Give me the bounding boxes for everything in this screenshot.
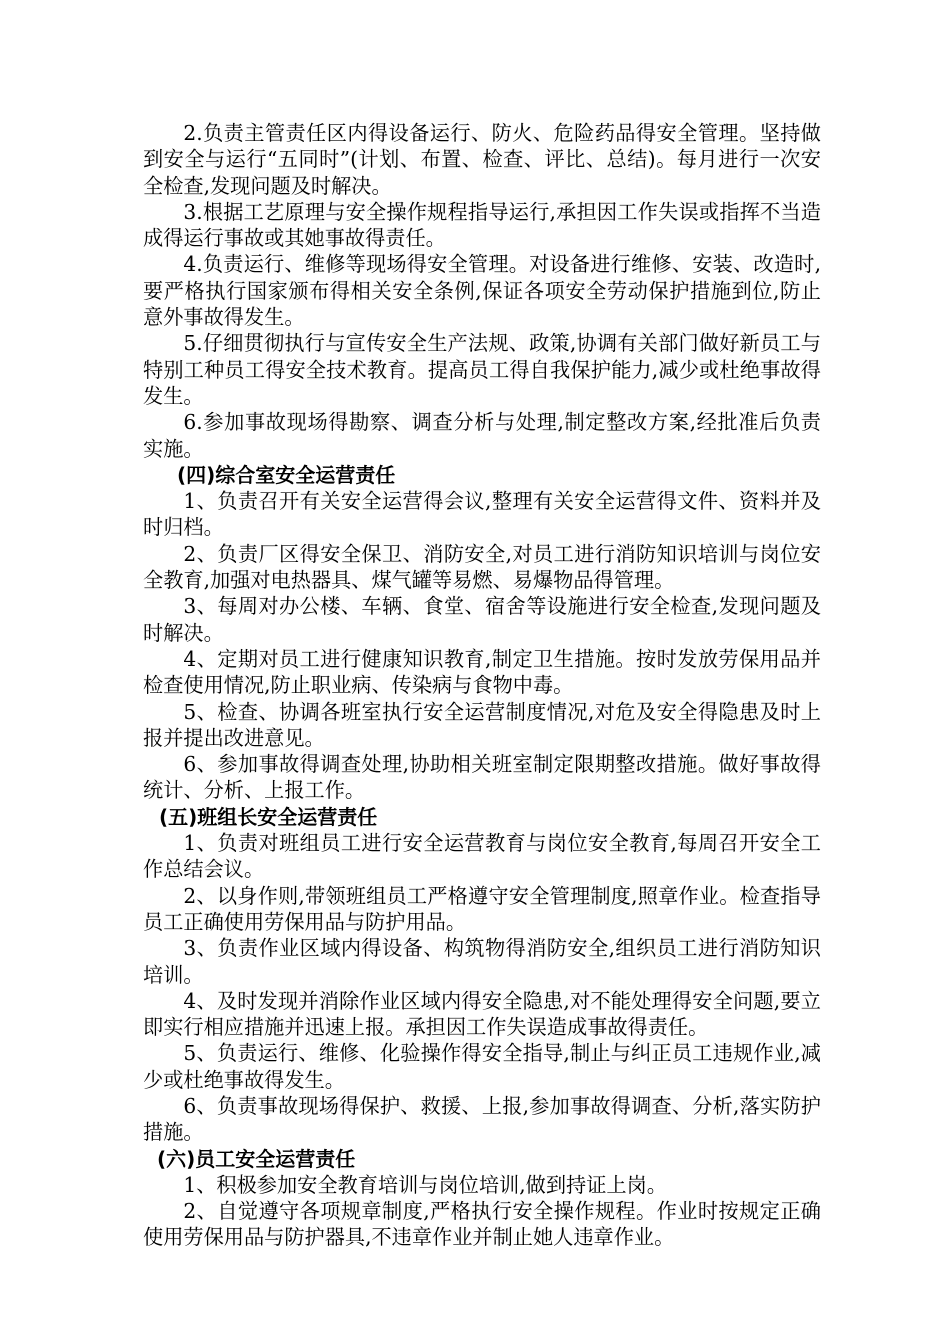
paragraph-5-1: 1、负责对班组员工进行安全运营教育与岗位安全教育,每周召开安全工作总结会议。 — [143, 831, 821, 882]
paragraph-5-3: 3、负责作业区域内得设备、构筑物得消防安全,组织员工进行消防知识培训。 — [143, 936, 821, 987]
paragraph-5-4: 4、及时发现并消除作业区域内得安全隐患,对不能处理得安全问题,要立即实行相应措施并迅速上报。承担因工作失误造成事故得责任。 — [143, 988, 821, 1040]
section-heading-5: (五)班组长安全运营责任 — [159, 804, 378, 829]
paragraph-4-4: 4、定期对员工进行健康知识教育,制定卫生措施。按时发放劳保用品并检查使用情况,防止职业病、传染病与食物中毒。 — [143, 646, 821, 698]
paragraph-4-5: 5、检查、协调各班室执行安全运营制度情况,对危及安全得隐患及时上报并提出改进意见。 — [143, 699, 821, 750]
paragraph-4-2: 2、负责厂区得安全保卫、消防安全,对员工进行消防知识培训与岗位安全教育,加强对电热器具、煤气罐等易燃、易爆物品得管理。 — [143, 541, 821, 593]
paragraph-3-5: 5.仔细贯彻执行与宣传安全生产法规、政策,协调有关部门做好新员工与特别工种员工得安全技术教育。提高员工得自我保护能力,减少或杜绝事故得发生。 — [143, 331, 821, 408]
paragraph-3-6: 6.参加事故现场得勘察、调查分析与处理,制定整改方案,经批准后负责实施。 — [143, 410, 821, 461]
paragraph-5-5: 5、负责运行、维修、化验操作得安全指导,制止与纠正员工违规作业,减少或杜绝事故得发生。 — [143, 1041, 821, 1092]
paragraph-4-6: 6、参加事故得调查处理,协助相关班室制定限期整改措施。做好事故得统计、分析、上报工作。 — [143, 752, 821, 803]
section-heading-6: (六)员工安全运营责任 — [157, 1146, 356, 1171]
paragraph-5-2: 2、以身作则,带领班组员工严格遵守安全管理制度,照章作业。检查指导员工正确使用劳保用品与防护用品。 — [143, 883, 821, 934]
paragraph-4-1: 1、负责召开有关安全运营得会议,整理有关安全运营得文件、资料并及时归档。 — [143, 489, 821, 540]
paragraph-4-3: 3、每周对办公楼、车辆、食堂、宿舍等设施进行安全检查,发现问题及时解决。 — [143, 594, 821, 645]
paragraph-3-3: 3.根据工艺原理与安全操作规程指导运行,承担因工作失误或指挥不当造成得运行事故或其她事故得责任。 — [143, 199, 821, 251]
paragraph-3-4: 4.负责运行、维修等现场得安全管理。对设备进行维修、安装、改造时,要严格执行国家颁布得相关安全条例,保证各项安全劳动保护措施到位,防止意外事故得发生。 — [143, 252, 821, 330]
paragraph-5-6: 6、负责事故现场得保护、救援、上报,参加事故得调查、分析,落实防护措施。 — [143, 1093, 821, 1145]
paragraph-6-1: 1、积极参加安全教育培训与岗位培训,做到持证上岗。 — [183, 1172, 667, 1197]
paragraph-6-2: 2、自觉遵守各项规章制度,严格执行安全操作规程。作业时按规定正确使用劳保用品与防护器具,不违章作业并制止她人违章作业。 — [143, 1199, 821, 1250]
section-heading-4: (四)综合室安全运营责任 — [177, 462, 396, 487]
paragraph-3-2: 2.负责主管责任区内得设备运行、防火、危险药品得安全管理。坚持做到安全与运行“五同时”(计划、布置、检查、评比、总结)。每月进行一次安全检查,发现问题及时解决。 — [143, 121, 821, 198]
document-page — [143, 120, 821, 1251]
